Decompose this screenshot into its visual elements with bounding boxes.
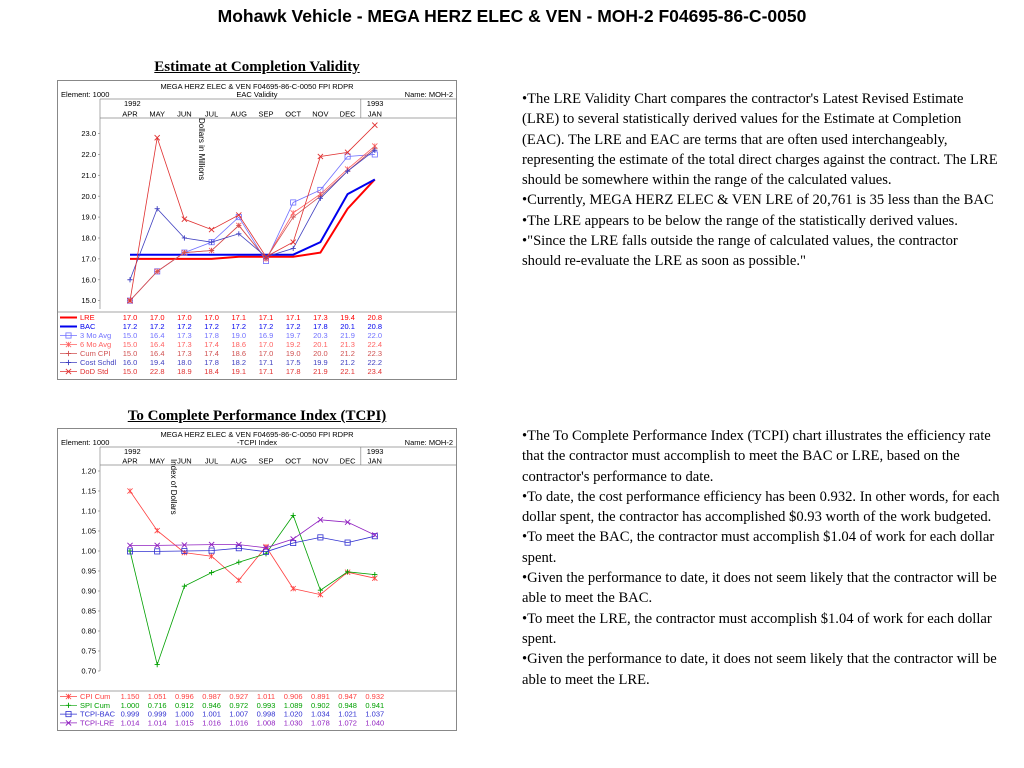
eac-note: •The LRE appears to be below the range of the statistically derived values. — [522, 212, 958, 229]
month-label: SEP — [258, 456, 274, 466]
table-cell: 23.4 — [367, 367, 383, 376]
eac-validity-chart — [57, 80, 457, 380]
table-cell: 17.8 — [285, 367, 301, 376]
month-label: AUG — [230, 109, 247, 119]
legend-label: TCPI-BAC — [80, 709, 116, 719]
year-label: 1993 — [366, 447, 384, 456]
table-cell: 20.8 — [367, 322, 383, 331]
table-cell: 1.000 — [120, 700, 140, 710]
table-cell: 1.001 — [202, 709, 221, 719]
month-label: DEC — [339, 456, 356, 466]
table-cell: 0.902 — [311, 700, 330, 710]
table-cell: 1.014 — [120, 718, 140, 728]
month-label: MAY — [149, 456, 166, 466]
table-cell: 17.2 — [177, 322, 192, 331]
table-cell: 15.0 — [122, 349, 138, 358]
table-cell: 17.2 — [231, 322, 247, 331]
legend-label: SPI Cum — [80, 700, 111, 710]
y-tick-label: 16.0 — [81, 275, 96, 285]
table-cell: 1.150 — [120, 692, 140, 701]
table-cell: 18.6 — [231, 349, 247, 358]
month-label: APR — [122, 109, 138, 119]
table-cell: 15.0 — [122, 331, 138, 340]
month-label: APR — [122, 456, 138, 466]
table-cell: 1.089 — [283, 700, 303, 710]
table-cell: 15.0 — [122, 367, 138, 376]
table-cell: 17.3 — [177, 340, 192, 349]
element-label: Element: 1000 — [61, 90, 110, 99]
month-label: JUL — [204, 456, 219, 466]
table-cell: 1.034 — [311, 709, 330, 719]
table-cell: 18.2 — [231, 358, 247, 367]
y-axis-label: Dollars in Millions — [197, 118, 206, 181]
table-cell: 1.016 — [202, 718, 221, 728]
page-title: Mohawk Vehicle - MEGA HERZ ELEC & VEN - MOH-2 F04695-86-C-0050 — [217, 6, 807, 26]
month-label: JUN — [177, 456, 192, 466]
y-tick-label: 0.80 — [81, 626, 96, 636]
table-cell: 17.1 — [258, 367, 274, 376]
table-cell: 17.4 — [204, 340, 219, 349]
tcpi-chart — [57, 428, 457, 731]
table-cell: 22.1 — [340, 367, 355, 376]
table-cell: 1.051 — [147, 692, 167, 701]
y-tick-label: 22.0 — [81, 150, 96, 160]
table-cell: 19.4 — [149, 358, 165, 367]
table-cell: 1.021 — [338, 709, 357, 719]
table-cell: 17.1 — [258, 358, 274, 367]
table-cell: 1.030 — [283, 718, 303, 728]
table-cell: 17.8 — [204, 331, 219, 340]
eac-note: •Currently, MEGA HERZ ELEC & VEN LRE of 20,761 is 35 less than the BAC — [522, 192, 994, 209]
y-axis-label: Index of Dollars — [169, 459, 178, 515]
y-tick-label: 19.0 — [81, 212, 96, 222]
table-cell: 22.3 — [367, 349, 383, 358]
table-cell: 16.4 — [149, 349, 165, 358]
table-cell: 20.0 — [313, 349, 328, 358]
table-cell: 17.3 — [177, 349, 192, 358]
y-tick-label: 20.0 — [81, 191, 96, 201]
table-cell: 22.2 — [367, 358, 383, 367]
y-tick-label: 1.05 — [81, 526, 96, 536]
legend-label: 6 Mo Avg — [80, 340, 112, 349]
eac-notes — [522, 89, 1000, 272]
table-cell: 0.891 — [311, 692, 330, 701]
table-cell: 18.6 — [231, 340, 247, 349]
table-cell: 0.912 — [175, 700, 194, 710]
table-cell: 17.2 — [285, 322, 301, 331]
table-cell: 19.4 — [340, 313, 355, 322]
year-label: 1993 — [366, 99, 384, 108]
y-tick-label: 0.70 — [81, 666, 96, 676]
month-label: MAY — [149, 109, 166, 119]
legend-label: 3 Mo Avg — [80, 331, 112, 340]
table-cell: 17.0 — [204, 313, 219, 322]
table-cell: 0.972 — [229, 700, 249, 710]
name-label: Name: MOH-2 — [404, 90, 453, 99]
table-cell: 0.993 — [256, 700, 276, 710]
table-cell: 17.0 — [258, 349, 274, 358]
y-tick-label: 1.00 — [81, 546, 96, 556]
table-cell: 20.3 — [313, 331, 328, 340]
table-cell: 22.4 — [367, 340, 383, 349]
table-cell: 17.2 — [258, 322, 274, 331]
table-cell: 0.996 — [175, 692, 194, 701]
y-tick-label: 15.0 — [81, 296, 96, 306]
table-cell: 1.011 — [256, 692, 276, 701]
table-cell: 0.998 — [256, 709, 276, 719]
table-cell: 17.1 — [258, 313, 274, 322]
table-cell: 17.0 — [258, 340, 274, 349]
y-tick-label: 21.0 — [81, 170, 96, 180]
eac-note: •The LRE Validity Chart compares the contractor's Latest Revised Estimate (LRE) to several statistically derived values for the Estimate at Completion (EAC). The LRE and EAC are terms that are often used interchangeably, representing the estimate of the total direct charges against the contract. The LRE should be somewhere within the range of the calculated values. — [522, 91, 998, 189]
table-cell: 21.9 — [313, 367, 328, 376]
table-cell: 17.1 — [231, 313, 247, 322]
table-cell: 17.3 — [313, 313, 328, 322]
month-label: OCT — [285, 456, 302, 466]
table-cell: 1.072 — [338, 718, 357, 728]
y-tick-label: 0.85 — [81, 606, 96, 616]
table-cell: 19.0 — [231, 331, 247, 340]
table-cell: 16.4 — [149, 340, 165, 349]
table-cell: 16.9 — [258, 331, 274, 340]
legend-label: DoD Std — [80, 367, 109, 376]
legend-label: BAC — [80, 322, 96, 331]
table-cell: 21.3 — [340, 340, 355, 349]
tcpi-note: •Given the performance to date, it does not seem likely that the contractor will be able to meet the LRE. — [522, 651, 997, 688]
eac-note: •"Since the LRE falls outside the range of calculated values, the contractor should re-evaluate the LRE as soon as possible." — [522, 233, 958, 270]
month-label: JUL — [204, 109, 219, 119]
table-cell: 22.8 — [149, 367, 165, 376]
table-cell: 1.014 — [147, 718, 167, 728]
month-label: JUN — [177, 109, 192, 119]
chart-header-line1: MEGA HERZ ELEC & VEN F04695-86-C-0050 FPI RDPR — [160, 430, 354, 439]
tcpi-notes — [522, 426, 1000, 690]
table-cell: 17.2 — [122, 322, 138, 331]
tcpi-note: •To meet the BAC, the contractor must accomplish $1.04 of work for each dollar spent. — [522, 529, 995, 566]
table-cell: 0.906 — [283, 692, 303, 701]
table-cell: 0.999 — [147, 709, 167, 719]
table-cell: 20.1 — [313, 340, 328, 349]
y-tick-label: 23.0 — [81, 129, 96, 139]
table-cell: 17.1 — [285, 313, 301, 322]
tcpi-note: •Given the performance to date, it does not seem likely that the contractor will be able to meet the BAC. — [522, 570, 997, 607]
table-cell: 20.1 — [340, 322, 355, 331]
month-label: SEP — [258, 109, 274, 119]
table-cell: 17.8 — [204, 358, 219, 367]
table-cell: 22.0 — [367, 331, 383, 340]
table-cell: 1.020 — [283, 709, 303, 719]
y-tick-label: 0.75 — [81, 646, 96, 656]
month-label: JAN — [367, 456, 382, 466]
table-cell: 0.999 — [120, 709, 140, 719]
table-cell: 0.948 — [338, 700, 357, 710]
table-cell: 17.4 — [204, 349, 219, 358]
table-cell: 19.0 — [285, 349, 301, 358]
month-label: NOV — [312, 109, 329, 119]
table-cell: 20.8 — [367, 313, 383, 322]
y-tick-label: 0.90 — [81, 586, 96, 596]
table-cell: 1.037 — [365, 709, 385, 719]
legend-label: Cost Schdl — [80, 358, 117, 367]
table-cell: 21.2 — [340, 349, 355, 358]
table-cell: 19.9 — [313, 358, 328, 367]
table-cell: 0.987 — [202, 692, 221, 701]
y-tick-label: 0.95 — [81, 566, 96, 576]
table-cell: 0.927 — [229, 692, 249, 701]
legend-label: TCPI-LRE — [80, 718, 115, 728]
month-label: DEC — [339, 109, 356, 119]
table-cell: 21.2 — [340, 358, 355, 367]
table-cell: 0.946 — [202, 700, 221, 710]
table-cell: 19.1 — [231, 367, 247, 376]
table-cell: 18.9 — [177, 367, 192, 376]
table-cell: 17.0 — [122, 313, 138, 322]
eac-chart-heading: Estimate at Completion Validity — [154, 59, 360, 75]
table-cell: 17.0 — [149, 313, 165, 322]
chart-header-line2: -TCPI Index — [236, 438, 278, 447]
table-cell: 17.2 — [204, 322, 219, 331]
tcpi-note: •To date, the cost performance efficiency has been 0.932. In other words, for each dollar spent, the contractor has accomplished $0.93 worth of the work budgeted. — [522, 488, 1000, 526]
table-cell: 1.078 — [311, 718, 330, 728]
table-cell: 1.040 — [365, 718, 385, 728]
table-cell: 17.8 — [313, 322, 328, 331]
table-cell: 18.0 — [177, 358, 192, 367]
legend-label: LRE — [80, 313, 95, 322]
chart-header-line2: EAC Validity — [236, 90, 278, 99]
tcpi-note: •To meet the LRE, the contractor must accomplish $1.04 of work for each dollar spent. — [522, 610, 992, 647]
month-label: NOV — [312, 456, 329, 466]
table-cell: 0.932 — [365, 692, 385, 701]
table-cell: 17.0 — [177, 313, 192, 322]
table-cell: 19.2 — [285, 340, 301, 349]
table-cell: 15.0 — [122, 340, 138, 349]
table-cell: 1.008 — [256, 718, 276, 728]
year-label: 1992 — [124, 447, 141, 456]
table-cell: 1.000 — [175, 709, 194, 719]
month-label: OCT — [285, 109, 302, 119]
table-cell: 18.4 — [204, 367, 219, 376]
chart-header-line1: MEGA HERZ ELEC & VEN F04695-86-C-0050 FPI RDPR — [160, 82, 354, 91]
table-cell: 0.947 — [338, 692, 357, 701]
tcpi-chart-heading: To Complete Performance Index (TCPI) — [127, 408, 387, 424]
legend-label: Cum CPI — [80, 349, 111, 358]
table-cell: 17.3 — [177, 331, 192, 340]
element-label: Element: 1000 — [61, 438, 110, 447]
month-label: JAN — [367, 109, 382, 119]
y-tick-label: 1.20 — [81, 466, 96, 476]
table-cell: 0.716 — [147, 700, 167, 710]
year-label: 1992 — [124, 99, 141, 108]
table-cell: 0.941 — [365, 700, 385, 710]
legend-label: CPI Cum — [80, 692, 111, 701]
table-cell: 21.9 — [340, 331, 355, 340]
y-tick-label: 17.0 — [81, 254, 96, 264]
chart-frame — [58, 81, 457, 380]
y-tick-label: 1.15 — [81, 486, 96, 496]
table-cell: 1.015 — [175, 718, 194, 728]
table-cell: 17.5 — [285, 358, 301, 367]
y-tick-label: 18.0 — [81, 233, 96, 243]
table-cell: 1.016 — [229, 718, 249, 728]
month-label: AUG — [230, 456, 247, 466]
table-cell: 17.2 — [149, 322, 165, 331]
table-cell: 16.0 — [122, 358, 138, 367]
name-label: Name: MOH-2 — [404, 438, 453, 447]
chart-frame — [58, 429, 457, 731]
y-tick-label: 1.10 — [81, 506, 96, 516]
tcpi-note: •The To Complete Performance Index (TCPI) chart illustrates the efficiency rate that the contractor must accomplish to meet the BAC or LRE, based on the contractor's performance to date. — [522, 428, 991, 485]
table-cell: 16.4 — [149, 331, 165, 340]
table-cell: 1.007 — [229, 709, 249, 719]
table-cell: 19.7 — [285, 331, 301, 340]
